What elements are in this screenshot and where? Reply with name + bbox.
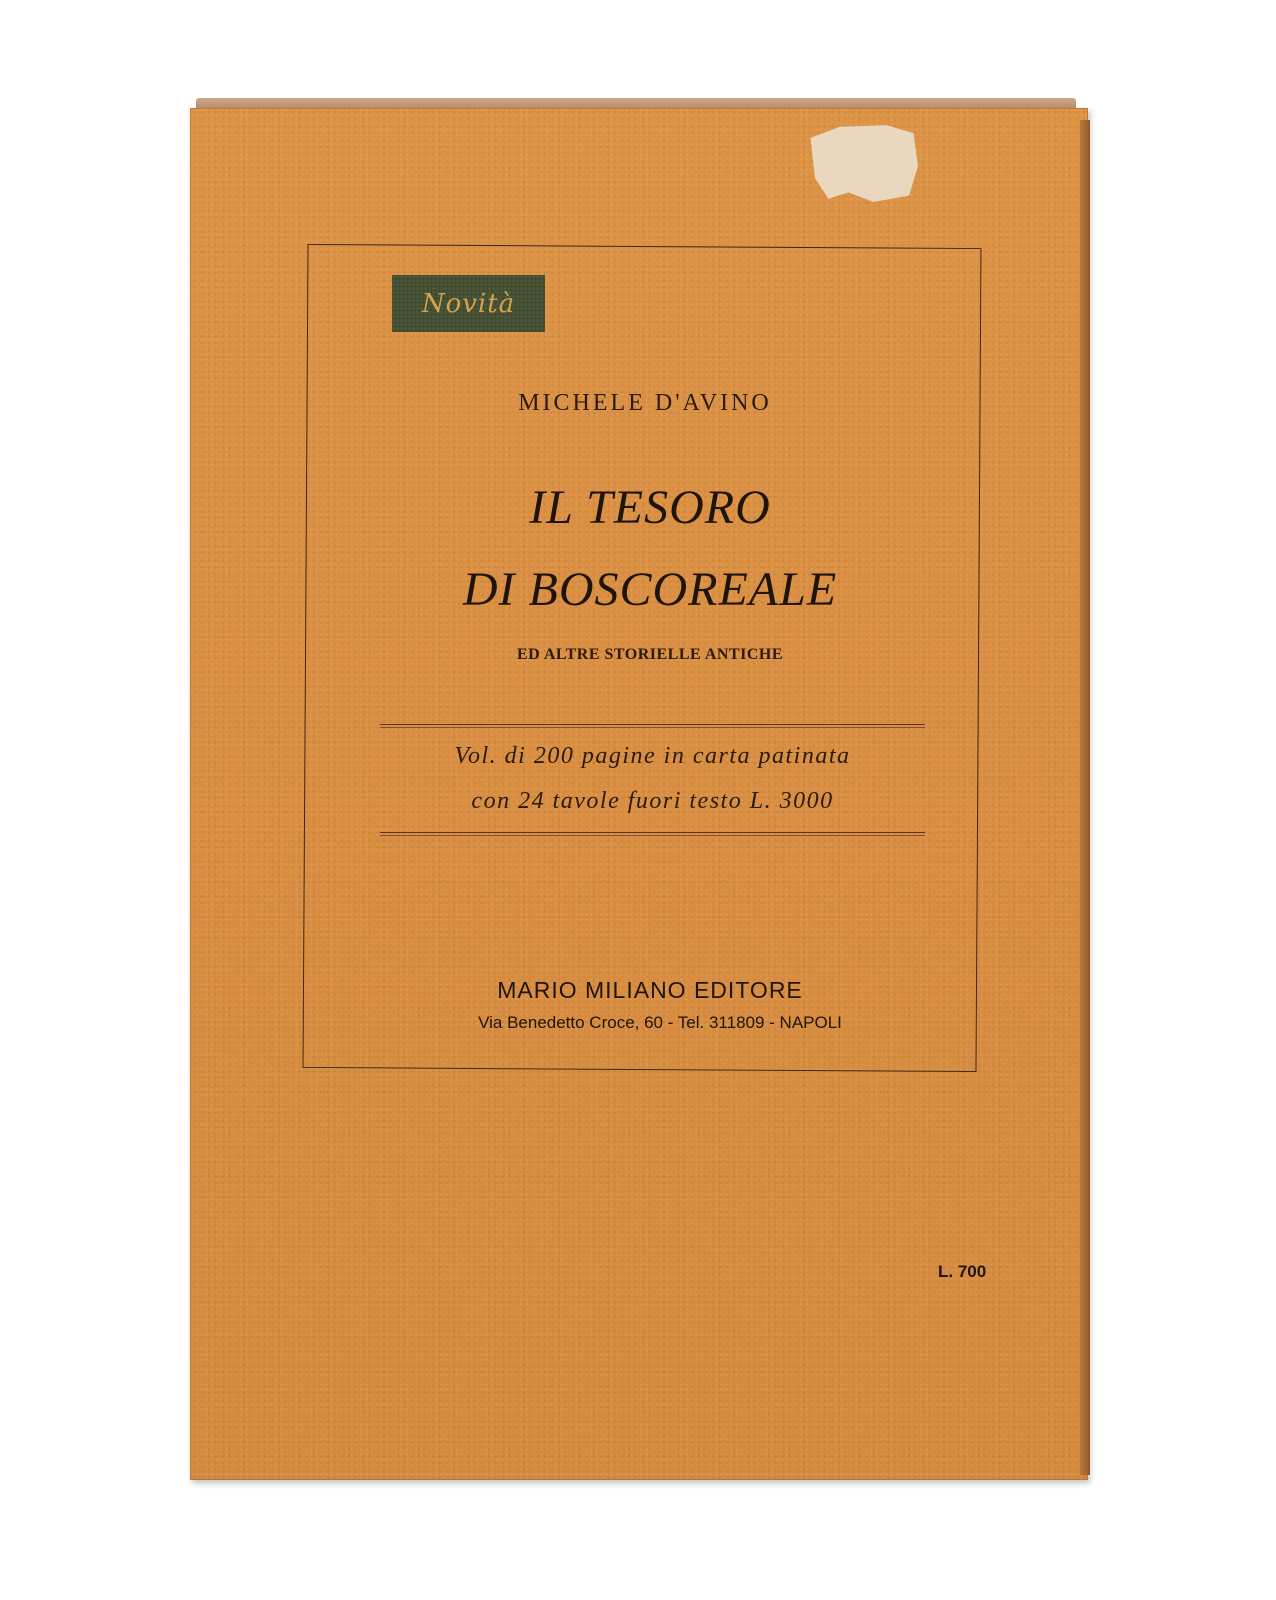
- book-title-line-1: IL TESORO: [529, 481, 771, 534]
- book-subtitle: ED ALTRE STORIELLE ANTICHE: [517, 646, 783, 663]
- divider-top: [380, 724, 925, 728]
- novita-badge: [392, 275, 545, 332]
- price-label: L. 700: [938, 1262, 987, 1281]
- description-line-1: Vol. di 200 pagine in carta patinata: [454, 743, 851, 769]
- book-title-line-2: DI BOSCOREALE: [462, 563, 838, 616]
- badge-label: Novità: [421, 288, 516, 319]
- book-spine-edge: [1080, 120, 1090, 1475]
- publisher-address: Via Benedetto Croce, 60 - Tel. 311809 - NAPOLI: [478, 1013, 842, 1032]
- divider-bottom: [380, 832, 925, 836]
- description-line-2: con 24 tavole fuori testo L. 3000: [471, 788, 834, 814]
- author-name: MICHELE D'AVINO: [518, 390, 772, 416]
- torn-paper-patch: [806, 122, 918, 202]
- publisher-name: MARIO MILIANO EDITORE: [497, 977, 803, 1003]
